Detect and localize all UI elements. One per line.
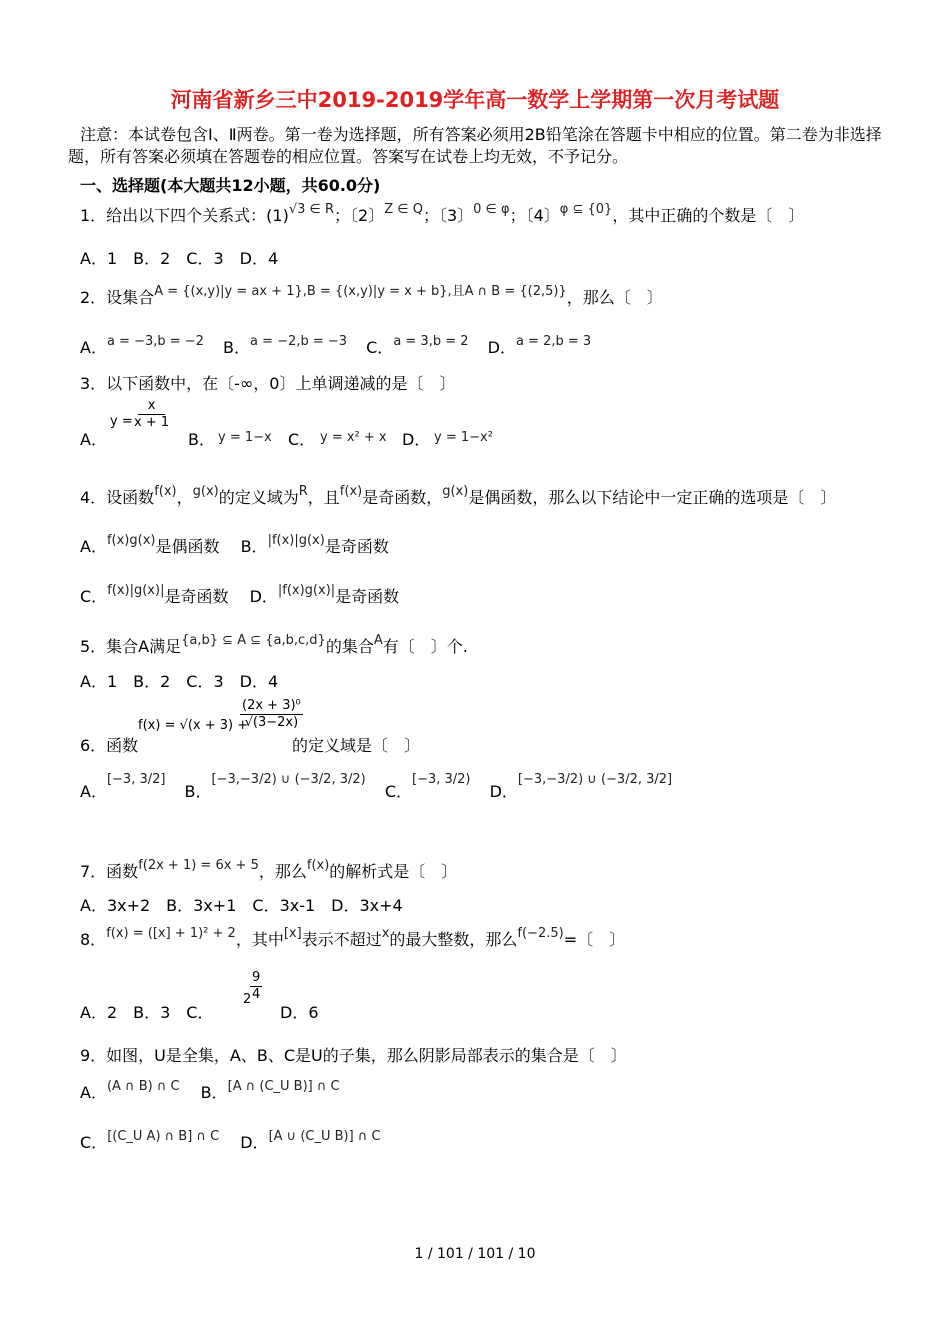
- q8-math-1: f(x) = ([x] + 1)² + 2: [106, 926, 236, 941]
- q2-option-d: a = 2,b = 3: [515, 334, 592, 349]
- question-2: [80, 284, 663, 308]
- q5-stem: 5．集合A满足: [80, 637, 182, 656]
- q1-options: A．1 B．2 C．3 D．4: [80, 249, 279, 268]
- question-3: 3．以下函数中，在〔-∞，0〕上单调递减的是〔 〕: [80, 374, 456, 393]
- q1-sep: ；〔3〕: [422, 206, 474, 225]
- q1-math-2: Z ∈ Q: [384, 202, 423, 217]
- q2-option-c: a = 3,b = 2: [393, 334, 469, 349]
- q3-option-a-lhs: y =: [110, 414, 133, 429]
- q4-sep: ，: [176, 488, 193, 507]
- q4-text: 的定义域为: [218, 488, 299, 507]
- q4-text: 是奇函数，: [362, 488, 443, 507]
- q9-option-c-label: C．: [80, 1133, 108, 1152]
- q4-options-cd: [80, 583, 400, 607]
- q1-stem-end: ，其中正确的个数是〔 〕: [612, 206, 805, 225]
- instructions-text: 注意：本试卷包含Ⅰ、Ⅱ两卷。第一卷为选择题，所有答案必须用2B铅笔涂在答题卡中相应的位置。第二卷为非选择题，所有答案必须填在答题卷的相应位置。答案写在试卷上均无效，不予记分。: [68, 125, 882, 166]
- q3-option-b-label: B．: [188, 430, 215, 449]
- q4-option-b-label: B．: [240, 537, 268, 556]
- q1-sep: ；〔2〕: [334, 206, 385, 225]
- q4-stem-end: 是偶函数，那么以下结论中一定正确的选项是〔 〕: [468, 488, 837, 507]
- page-number: 1 / 101 / 101 / 10: [414, 1246, 536, 1262]
- q6-option-d-label: D．: [489, 782, 518, 801]
- q1-math-1: √3 ∈ R: [288, 202, 335, 217]
- section-heading: 一、选择题(本大题共12小题，共60.0分): [80, 176, 381, 195]
- q1-math-4: φ ⊆ {0}: [559, 202, 613, 217]
- q9-option-a-label: A．: [80, 1083, 107, 1102]
- fraction-denominator: x + 1: [134, 415, 170, 430]
- q8-option-c-whole: 2: [243, 992, 252, 1007]
- q2-option-d-label: D．: [487, 338, 516, 357]
- q4-math-g: g(x): [442, 484, 469, 499]
- q5-options: A．1 B．2 C．3 D．4: [80, 672, 279, 691]
- q4-option-a-text: 是偶函数: [155, 537, 220, 556]
- q4-stem: 4．设函数: [80, 488, 155, 507]
- q6-stem: 6．函数: [80, 736, 139, 755]
- fraction-denominator: √(3−2x): [244, 715, 299, 730]
- q6-option-b-label: B．: [184, 782, 212, 801]
- question-6: [80, 698, 480, 756]
- fraction-numerator: 9: [252, 970, 261, 985]
- q6-option-c: [−3, 3/2): [412, 772, 471, 787]
- q8-text: 的最大整数，那么: [389, 930, 518, 949]
- q6-function-lhs: f(x) = √(x + 3) +: [138, 718, 249, 733]
- q2-option-c-label: C．: [366, 338, 394, 357]
- q6-options: [80, 772, 673, 802]
- q4-option-a-math: f(x)g(x): [106, 533, 156, 548]
- q1-math-3: 0 ∈ φ: [473, 202, 510, 217]
- q9-options-ab: [80, 1079, 340, 1103]
- q4-math-g: g(x): [192, 484, 219, 499]
- q8-math-2: [x]: [283, 926, 302, 941]
- q3-option-b: y = 1−x: [218, 430, 272, 445]
- q3-option-a-label: A．: [80, 430, 107, 449]
- question-1: [80, 202, 805, 226]
- q7-stem: 7．函数: [80, 862, 139, 881]
- q2-stem-end: ，那么〔 〕: [566, 288, 663, 307]
- q7-math-2: f(x): [306, 858, 330, 873]
- q4-option-d-math: |f(x)g(x)|: [277, 583, 336, 598]
- q6-function-fraction: [240, 698, 303, 731]
- question-7: [80, 858, 458, 882]
- q2-options: [80, 334, 592, 358]
- q8-options-abc: A．2 B．3 C．: [80, 1003, 214, 1022]
- q7-math-1: f(2x + 1) = 6x + 5: [138, 858, 259, 873]
- q5-math-2: A: [373, 633, 383, 648]
- q7-options: A．3x+2 B．3x+1 C．3x-1 D．3x+4: [80, 896, 403, 915]
- q6-option-a-label: A．: [80, 782, 107, 801]
- fraction-denominator: 4: [252, 987, 261, 1002]
- q8-stem-end: =〔 〕: [563, 930, 626, 949]
- q9-option-a: (A ∩ B) ∩ C: [106, 1079, 180, 1094]
- q4-option-d-text: 是奇函数: [335, 587, 400, 606]
- q4-option-d-label: D．: [249, 587, 278, 606]
- q9-option-d-label: D．: [240, 1133, 269, 1152]
- q2-math: A = {(x,y)|y = ax + 1},B = {(x,y)|y = x + b},且A ∩ B = {(2,5)}: [154, 284, 567, 299]
- q7-text: ，那么: [258, 862, 307, 881]
- q9-options-cd: [80, 1129, 381, 1153]
- exam-instructions: [68, 124, 888, 168]
- q6-option-d: [−3,−3/2) ∪ (−3/2, 3/2]: [517, 772, 673, 787]
- fraction-numerator: x: [138, 398, 166, 415]
- q4-math-f: f(x): [339, 484, 363, 499]
- q8-option-c-fraction: [250, 970, 262, 1003]
- q6-option-a: [−3, 3/2]: [106, 772, 166, 787]
- q4-math-f: f(x): [154, 484, 177, 499]
- q2-stem: 2．设集合: [80, 288, 155, 307]
- q8-math-3: x: [381, 926, 390, 941]
- q4-option-c-label: C．: [80, 587, 108, 606]
- q5-math-1: {a,b} ⊆ A ⊆ {a,b,c,d}: [181, 633, 326, 648]
- q1-sep: ；〔4〕: [509, 206, 560, 225]
- question-5: [80, 633, 468, 657]
- q6-option-b: [−3,−3/2) ∪ (−3/2, 3/2): [211, 772, 366, 787]
- q3-option-d-label: D．: [402, 430, 431, 449]
- q4-options-ab: [80, 533, 389, 557]
- q4-option-b-math: |f(x)|g(x): [267, 533, 325, 548]
- question-9: 9．如图，U是全集，A、B、C是U的子集，那么阴影局部表示的集合是〔 〕: [80, 1046, 627, 1065]
- q5-text: 的集合: [325, 637, 374, 656]
- q4-text: ，且: [307, 488, 340, 507]
- q8-number: 8．: [80, 930, 107, 949]
- q6-option-c-label: C．: [384, 782, 412, 801]
- q8-math-4: f(−2.5): [517, 926, 564, 941]
- q8-text: ，其中: [235, 930, 284, 949]
- q2-option-b-label: B．: [223, 338, 251, 357]
- q4-option-c-text: 是奇函数: [164, 587, 229, 606]
- q2-option-a-label: A．: [80, 338, 107, 357]
- q9-option-d: [A ∪ (C_U B)] ∩ C: [268, 1129, 381, 1144]
- q3-option-c: y = x² + x: [320, 430, 387, 445]
- q8-option-d: D．6: [280, 1003, 319, 1022]
- question-8: [80, 926, 626, 950]
- q5-stem-end: 有〔 〕个.: [382, 637, 468, 656]
- q4-option-c-math: f(x)|g(x)|: [107, 583, 165, 598]
- q9-option-b: [A ∩ (C_U B)] ∩ C: [227, 1079, 340, 1094]
- q3-option-c-label: C．: [288, 430, 316, 449]
- q3-option-a-fraction: [134, 398, 169, 431]
- fraction-numerator: (2x + 3)⁰: [242, 698, 301, 713]
- q2-option-a: a = −3,b = −2: [106, 334, 204, 349]
- q3-option-d: y = 1−x²: [434, 430, 493, 445]
- q4-math-r: R: [298, 484, 308, 499]
- q8-text: 表示不超过: [301, 930, 382, 949]
- page-title: 河南省新乡三中2019-2019学年高一数学上学期第一次月考试题: [170, 88, 780, 112]
- question-4: [80, 484, 837, 508]
- q4-option-a-label: A．: [80, 537, 107, 556]
- q6-stem-end: 的定义域是〔 〕: [292, 736, 421, 755]
- q8-options: [80, 966, 400, 1026]
- q1-stem: 1．给出以下四个关系式：(1): [80, 206, 289, 225]
- q9-option-b-label: B．: [200, 1083, 228, 1102]
- q4-option-b-text: 是奇函数: [324, 537, 389, 556]
- q9-option-c: [(C_U A) ∩ B] ∩ C: [107, 1129, 220, 1144]
- q7-stem-end: 的解析式是〔 〕: [329, 862, 458, 881]
- q2-option-b: a = −2,b = −3: [250, 334, 348, 349]
